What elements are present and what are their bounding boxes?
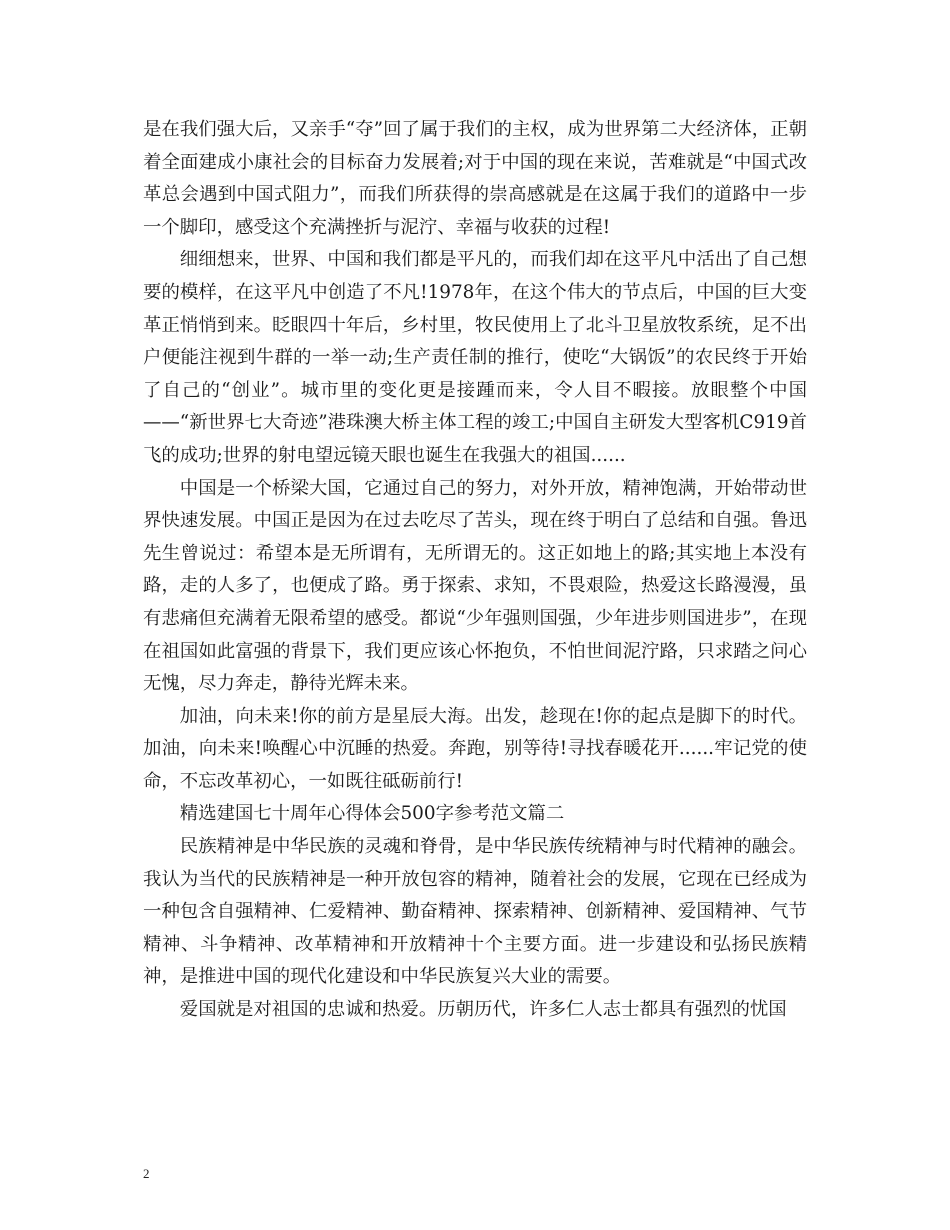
paragraph-bridge-nation: 中国是一个桥梁大国，它通过自己的努力，对外开放，精神饱满，开始带动世界快速发展。中国正是因为在过去吃尽了苦头，现在终于明白了总结和自强。鲁迅先生曾说过：希望本是无所谓有，无所谓无的。这正如地上的路;其实地上本没有路，走的人多了，也便成了路。勇于探索、求知，不畏艰险，热爱这长路漫漫，虽有悲痛但充满着无限希望的感受。都说“少年强则国强，少年进步则国进步”，在现在祖国如此富强的背景下，我们更应该心怀抱负，不怕世间泥泞路，只求踏之问心无愧，尽力奔走，静待光辉未来。: [143, 477, 807, 695]
paragraph-continuation: 是在我们强大后，又亲手“夺”回了属于我们的主权，成为世界第二大经济体，正朝着全面建成小康社会的目标奋力发展着;对于中国的现在来说，苦难就是“中国式改革总会遇到中国式阻力”，而我们所获得的崇高感就是在这属于我们的道路中一步一个脚印，感受这个充满挫折与泥泞、幸福与收获的过程!: [143, 119, 807, 238]
paragraph-national-spirit: 民族精神是中华民族的灵魂和脊骨，是中华民族传统精神与时代精神的融会。我认为当代的民族精神是一种开放包容的精神，随着社会的发展，它现在已经成为一种包含自强精神、仁爱精神、勤奋精神、探索精神、创新精神、爱国精神、气节精神、斗争精神、改革精神和开放精神十个主要方面。进一步建设和弘扬民族精神，是推进中国的现代化建设和中华民族复兴大业的需要。: [143, 836, 807, 988]
document-body: [143, 114, 807, 1027]
paragraph-ordinary-life: 细细想来，世界、中国和我们都是平凡的，而我们却在这平凡中活出了自己想要的模样，在这平凡中创造了不凡!1978年，在这个伟大的节点后，中国的巨大变革正悄悄到来。眨眼四十年后，乡村里，牧民使用上了北斗卫星放牧系统，足不出户便能注视到牛群的一举一动;生产责任制的推行，使吃“大锅饭”的农民终于开始了自己的“创业”。城市里的变化更是接踵而来，令人目不暇接。放眼整个中国——“新世界七大奇迹”港珠澳大桥主体工程的竣工;中国自主研发大型客机C919首飞的成功;世界的射电望远镜天眼也诞生在我强大的祖国......: [143, 249, 807, 466]
paragraph-patriotism: 爱国就是对祖国的忠诚和热爱。历朝历代，许多仁人志士都具有强烈的忧国: [179, 999, 787, 1021]
section-heading: 精选建国七十周年心得体会500字参考范文篇二: [179, 803, 565, 825]
page-number: 2: [143, 1166, 150, 1181]
paragraph-go-forward: 加油，向未来!你的前方是星辰大海。出发，趁现在!你的起点是脚下的时代。加油，向未来!唤醒心中沉睡的热爱。奔跑，别等待!寻找春暖花开......牢记党的使命，不忘改革初心，一如既往砥砺前行!: [143, 705, 807, 792]
